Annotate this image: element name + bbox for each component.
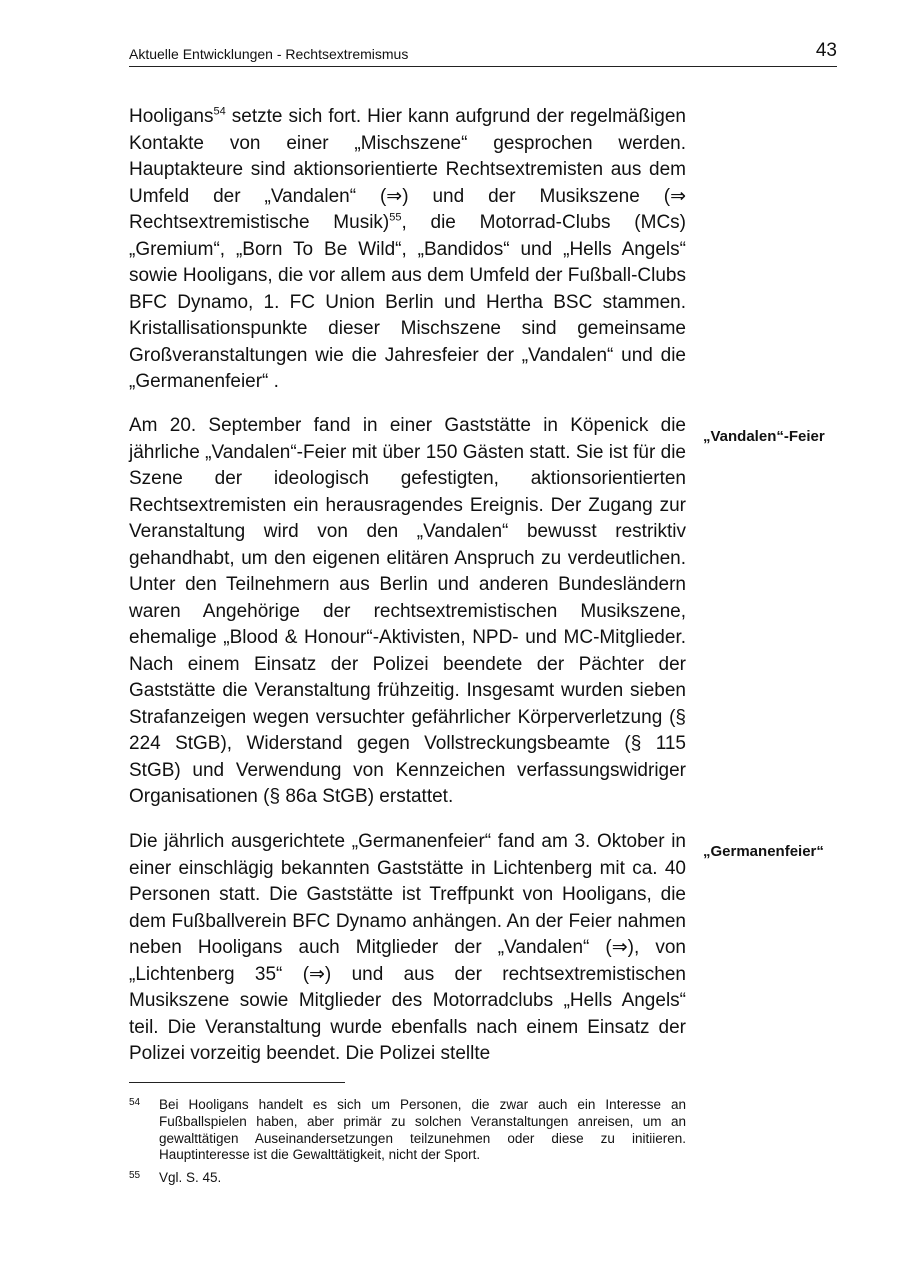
paragraph-text: Am 20. September fand in einer Gaststätte in Köpenick die jährliche „Vandalen“-Feier mit über 150 Gästen statt. Sie ist für die Szene der ideologisch gefestigten, aktionsorientierten Rechtsextremisten ein herausragendes Ereignis. Der Zugang zur Veranstaltung wird von den „Vandalen“ bewusst restriktiv gehandhabt, um den eigenen elitären Anspruch zu verdeutlichen. Unter den Teilnehmern aus Berlin und anderen Bundesländern waren Angehörige der rechtsextremistischen Musikszene, ehemalige „Blood & Honour“-Aktivisten, NPD- und MC-Mitglieder. Nach einem Einsatz der Polizei beendete der Pächter der Gaststätte die Veranstaltung frühzeitig. Insgesamt wurden sieben Strafanzeigen wegen versuchter gefährlicher Körperverletzung (§ 224 StGB), Widerstand gegen Vollstreckungsbeamte (§ 115 StGB) und Verwendung von Kennzeichen verfassungswidriger Organisationen (§ 86a StGB) erstattet. xyxy=(129,415,686,807)
footnote-text: Bei Hooligans handelt es sich um Personen, die zwar auch ein Interesse an Fußballspielen haben, aber primär zu solchen Veranstaltungen anreisen, um an gewalttätigen Auseinandersetzungen teilzunehmen oder diese zu initiieren. Hauptinteresse ist die Gewalttätigkeit, nicht der Sport. xyxy=(159,1097,686,1163)
footnote-divider xyxy=(129,1082,345,1083)
margin-note-vandalen-feier: „Vandalen“-Feier xyxy=(703,428,825,445)
footnote-54 xyxy=(129,1097,686,1164)
footnote-55 xyxy=(129,1170,686,1187)
footnote-number: 54 xyxy=(129,1097,141,1108)
paragraph-text: setzte sich fort. Hier kann aufgrund der regelmäßigen Kontakte von einer „Mischszene“ gesprochen werden. Hauptakteure sind aktionsorientierte Rechtsextremisten aus dem Umfeld der „Vandalen“ (⇒) und der Musikszene (⇒ Rechtsextremistische Musik) xyxy=(129,106,686,233)
paragraph-text: Hooligans xyxy=(129,106,214,127)
margin-note-germanenfeier: „Germanenfeier“ xyxy=(703,843,824,860)
footnote-ref-54[interactable]: 54 xyxy=(213,105,226,118)
footnotes xyxy=(129,1097,686,1193)
page-number: 43 xyxy=(815,40,837,61)
footnote-text: Vgl. S. 45. xyxy=(159,1170,222,1186)
running-title: Aktuelle Entwicklungen - Rechtsextremismus xyxy=(129,46,409,62)
paragraph-hooligans-mischszene xyxy=(129,104,686,396)
paragraph-text: , die Motorrad-Clubs (MCs) „Gremium“, „Born To Be Wild“, „Bandidos“ und „Hells Angels“ sowie Hooligans, die vor allem aus dem Umfeld der Fußball-Clubs BFC Dynamo, 1. FC Union Berlin und Hertha BSC stammen. Kristallisationspunkte dieser Mischszene sind gemeinsame Großveranstaltungen wie die Jahresfeier der „Vandalen“ und die „Germanenfeier“ . xyxy=(129,212,686,392)
footnote-ref-55[interactable]: 55 xyxy=(389,211,402,224)
paragraph-text: Die jährlich ausgerichtete „Germanenfeier“ fand am 3. Oktober in einer einschlägig bekannten Gaststätte in Lichtenberg mit ca. 40 Personen statt. Die Gaststätte ist Treffpunkt von Hooligans, die dem Fußballverein BFC Dynamo anhängen. An der Feier nahmen neben Hooligans auch Mitglieder der „Vandalen“ (⇒), von „Lichtenberg 35“ (⇒) und aus der rechtsextremistischen Musikszene sowie Mitglieder des Motorradclubs „Hells Angels“ teil. Die Veranstaltung wurde ebenfalls nach einem Einsatz der Polizei vorzeitig beendet. Die Polizei stellte xyxy=(129,831,686,1064)
paragraph-vandalen-feier xyxy=(129,413,686,811)
page-header xyxy=(129,40,837,67)
paragraph-germanenfeier xyxy=(129,829,686,1068)
footnote-number: 55 xyxy=(129,1170,141,1182)
